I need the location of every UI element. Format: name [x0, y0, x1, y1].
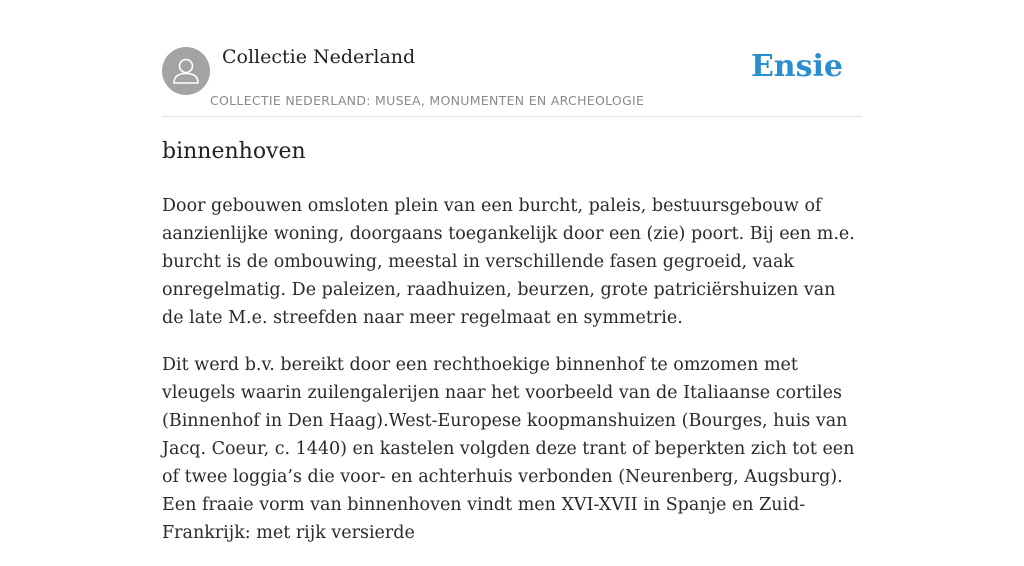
avatar[interactable]	[162, 47, 210, 95]
user-icon	[162, 47, 210, 95]
article-header	[162, 44, 862, 117]
article-paragraph: Dit werd b.v. bereikt door een rechthoekige binnenhof te omzomen met vleugels waarin zuilengalerijen naar het voorbeeld van de Italiaanse cortiles (Binnenhof in Den Haag).West-Europese koopmanshuizen (Bourges, huis van Jacq. Coeur, c. 1440) en kastelen volgden deze trant of beperkten zich tot een of twee loggia’s die voor- en achterhuis verbonden (Neurenberg, Augsburg). Een fraaie vorm van binnenhoven vindt men XVI-XVII in Spanje en Zuid-Frankrijk: met rijk versierde	[162, 355, 855, 543]
article-paragraph: Door gebouwen omsloten plein van een burcht, paleis, bestuursgebouw of aanzienlijke woning, doorgaans toegankelijk door een (zie) poort. Bij een m.e. burcht is de ombouwing, meestal in verschillende fasen gegroeid, vaak onregelmatig. De paleizen, raadhuizen, beurzen, grote patriciërshuizen van de late M.e. streefden naar meer regelmaat en symmetrie.	[162, 196, 855, 328]
collection-link[interactable]: COLLECTIE NEDERLAND: MUSEA, MONUMENTEN EN ARCHEOLOGIE	[210, 93, 645, 108]
author-name[interactable]: Collectie Nederland	[222, 46, 416, 68]
brand-logo[interactable]: Ensie	[750, 49, 843, 84]
article-body	[162, 192, 862, 566]
page-title: binnenhoven	[162, 139, 306, 164]
